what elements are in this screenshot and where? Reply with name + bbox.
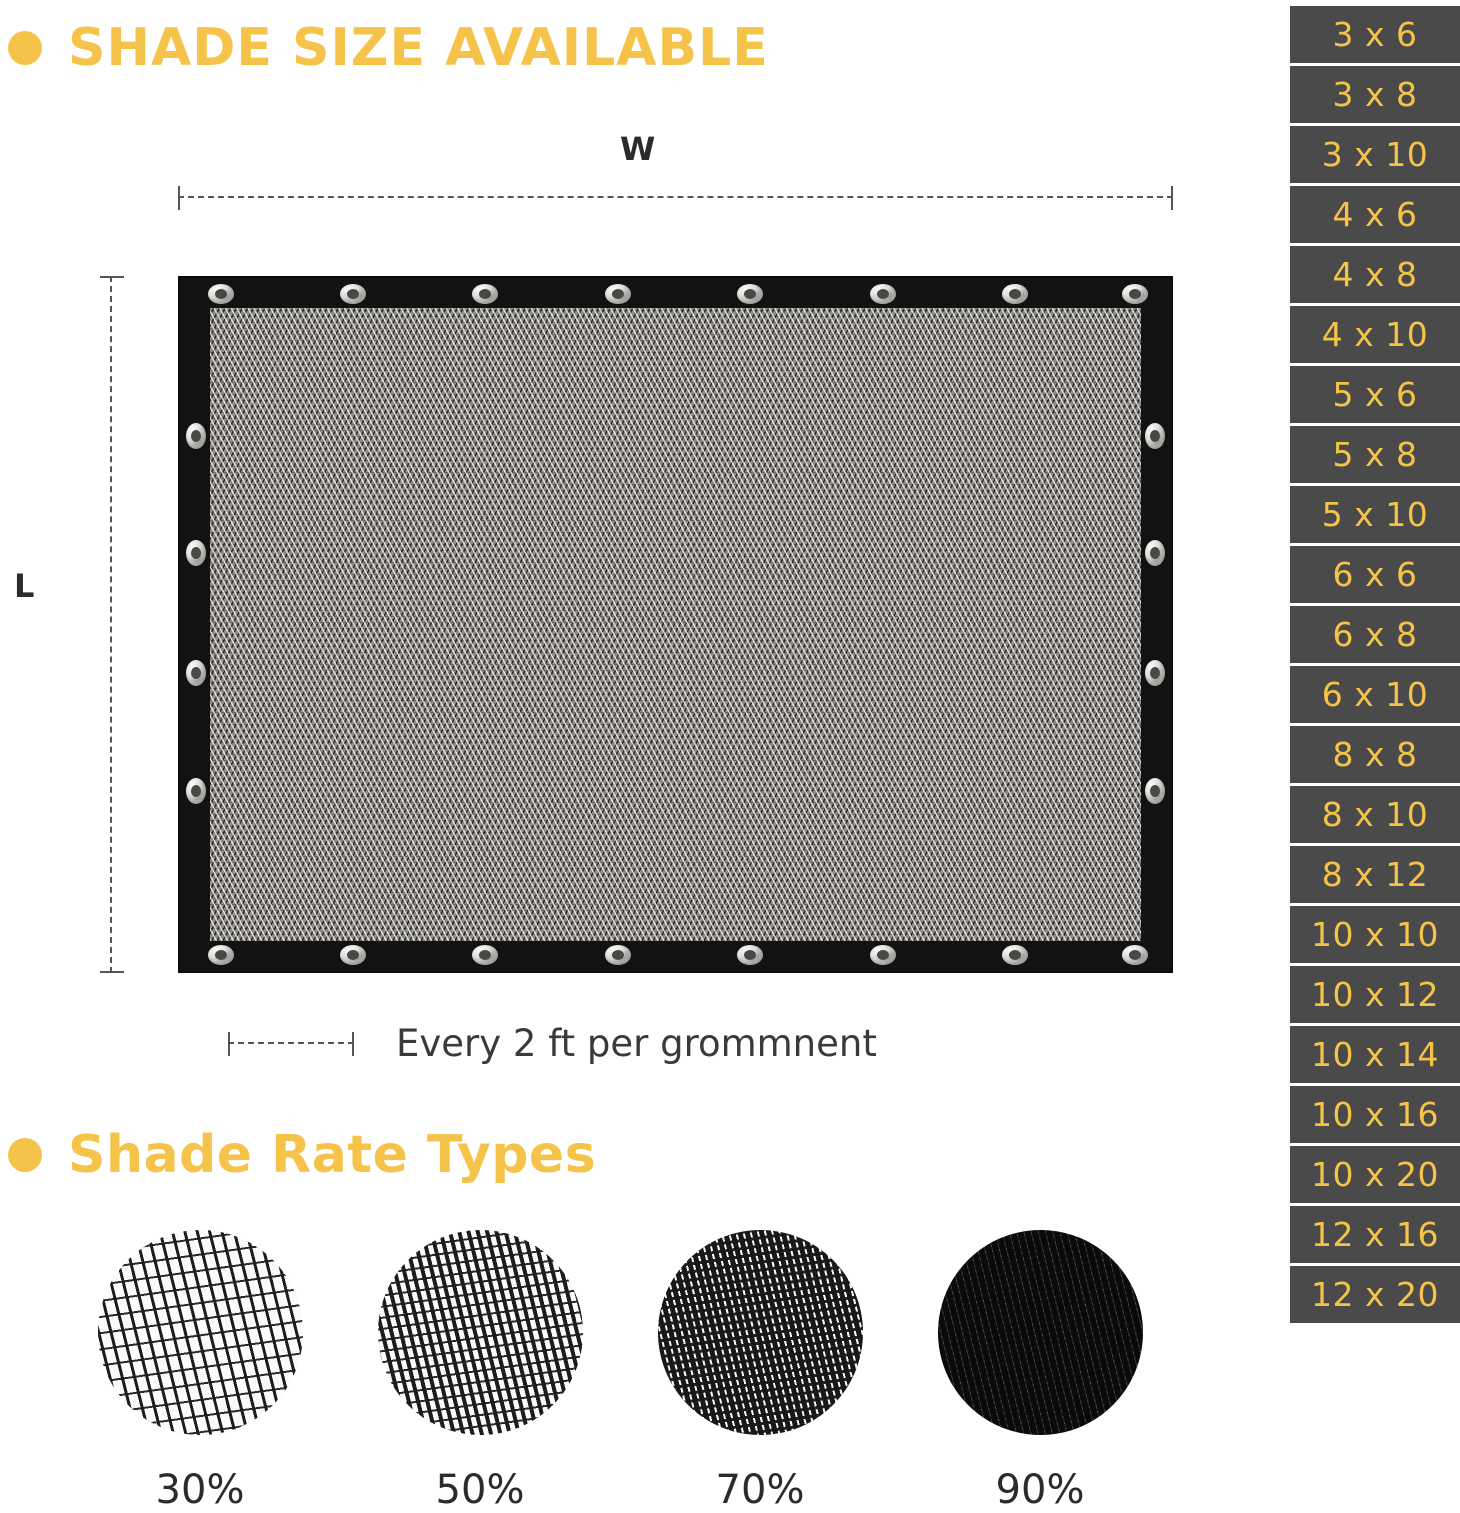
shade-rate-item	[900, 1230, 1180, 1513]
shade-rate-label: 90%	[995, 1467, 1085, 1513]
shade-rate-swatch-30	[98, 1230, 303, 1435]
spacing-tick-left	[228, 1032, 230, 1056]
length-dimension-line	[110, 276, 113, 973]
section-heading-shade-rate	[8, 1125, 596, 1185]
grommet	[870, 945, 896, 965]
length-tick-top	[100, 276, 124, 278]
grommet	[186, 540, 206, 566]
shade-rate-item	[60, 1230, 340, 1513]
size-chip[interactable]: 5 x 8	[1290, 426, 1460, 483]
size-list	[1290, 0, 1460, 1323]
width-dimension-line	[178, 196, 1173, 199]
grommet	[870, 284, 896, 304]
size-chip[interactable]: 10 x 10	[1290, 906, 1460, 963]
grommet	[186, 423, 206, 449]
shade-size-heading-text: SHADE SIZE AVAILABLE	[68, 18, 769, 78]
shade-rate-swatch-70	[658, 1230, 863, 1435]
grommet	[186, 660, 206, 686]
size-chip[interactable]: 8 x 12	[1290, 846, 1460, 903]
shade-rate-label: 30%	[155, 1467, 245, 1513]
grommet-spacing-dimension-line	[228, 1042, 354, 1046]
shade-rate-swatch-50	[378, 1230, 583, 1435]
size-chip[interactable]: 12 x 20	[1290, 1266, 1460, 1323]
shade-mesh-texture	[210, 308, 1141, 941]
width-tick-right	[1171, 186, 1173, 210]
size-chip[interactable]: 6 x 6	[1290, 546, 1460, 603]
size-chip[interactable]: 10 x 12	[1290, 966, 1460, 1023]
grommet	[1145, 778, 1165, 804]
size-chip[interactable]: 4 x 8	[1290, 246, 1460, 303]
size-chip[interactable]: 8 x 8	[1290, 726, 1460, 783]
shade-cloth-illustration	[178, 276, 1173, 973]
grommet	[340, 284, 366, 304]
grommet	[1145, 540, 1165, 566]
size-chip[interactable]: 4 x 10	[1290, 306, 1460, 363]
grommet	[186, 778, 206, 804]
grommet	[1145, 423, 1165, 449]
grommet-spacing-text: Every 2 ft per grommnent	[396, 1022, 877, 1065]
width-label: W	[620, 130, 656, 168]
grommet	[1122, 945, 1148, 965]
width-tick-left	[178, 186, 180, 210]
shade-rate-label: 50%	[435, 1467, 525, 1513]
grommet	[1122, 284, 1148, 304]
grommet	[208, 945, 234, 965]
shade-rate-row	[60, 1230, 1180, 1513]
shade-rate-swatch-90	[938, 1230, 1143, 1435]
size-chip[interactable]: 3 x 6	[1290, 6, 1460, 63]
grommet-spacing-note	[228, 1022, 877, 1065]
grommet	[737, 284, 763, 304]
length-label: L	[14, 567, 35, 605]
size-chip[interactable]: 10 x 20	[1290, 1146, 1460, 1203]
shade-rate-label: 70%	[715, 1467, 805, 1513]
grommet	[605, 284, 631, 304]
length-tick-bottom	[100, 971, 124, 973]
size-chip[interactable]: 6 x 8	[1290, 606, 1460, 663]
grommet	[605, 945, 631, 965]
grommet	[1145, 660, 1165, 686]
grommet	[472, 945, 498, 965]
grommet	[1002, 284, 1028, 304]
grommet	[208, 284, 234, 304]
size-chip[interactable]: 3 x 10	[1290, 126, 1460, 183]
size-chip[interactable]: 8 x 10	[1290, 786, 1460, 843]
bullet-dot-icon	[8, 1138, 42, 1172]
size-chip[interactable]: 12 x 16	[1290, 1206, 1460, 1263]
size-chip[interactable]: 10 x 14	[1290, 1026, 1460, 1083]
grommet	[1002, 945, 1028, 965]
grommet	[472, 284, 498, 304]
shade-rate-heading-text: Shade Rate Types	[68, 1125, 597, 1185]
size-chip[interactable]: 5 x 10	[1290, 486, 1460, 543]
bullet-dot-icon	[8, 31, 42, 65]
spacing-tick-right	[352, 1032, 354, 1056]
size-chip[interactable]: 10 x 16	[1290, 1086, 1460, 1143]
size-chip[interactable]: 3 x 8	[1290, 66, 1460, 123]
size-chip[interactable]: 6 x 10	[1290, 666, 1460, 723]
size-chip[interactable]: 4 x 6	[1290, 186, 1460, 243]
grommet	[340, 945, 366, 965]
grommet	[737, 945, 763, 965]
shade-rate-item	[340, 1230, 620, 1513]
shade-rate-item	[620, 1230, 900, 1513]
section-heading-shade-size	[8, 18, 769, 78]
size-chip[interactable]: 5 x 6	[1290, 366, 1460, 423]
